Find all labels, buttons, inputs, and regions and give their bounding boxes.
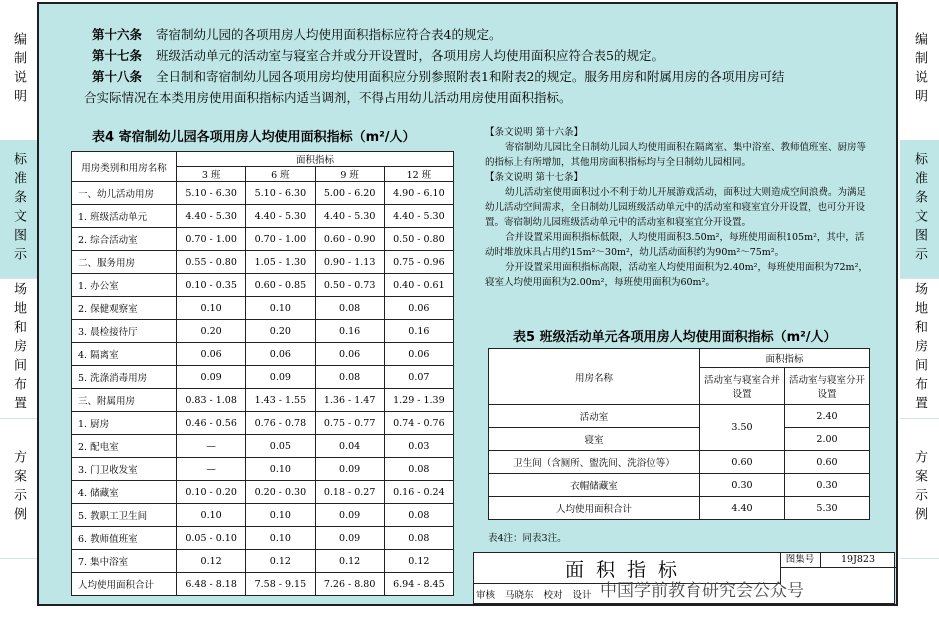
table-row: 三、附属用房 0.83 - 1.08 1.43 - 1.55 1.36 - 1.47 1.29 - 1.39 <box>72 389 454 412</box>
atlas-number: 19J823 <box>820 553 896 568</box>
table-row: 寝室 2.00 <box>489 428 870 451</box>
table-row: 3. 门卫收发室 — 0.10 0.09 0.08 <box>72 458 454 481</box>
table-row: 4. 隔离室 0.06 0.06 0.06 0.06 <box>72 343 454 366</box>
table-row: 2. 配电室 — 0.05 0.04 0.03 <box>72 435 454 458</box>
table-row: 1. 厨房 0.46 - 0.56 0.76 - 0.78 0.75 - 0.77 0.74 - 0.76 <box>72 412 454 435</box>
nav-tab-examples-right[interactable]: 方案示例 <box>900 418 939 559</box>
table-row: 衣帽储藏室 0.30 0.30 <box>489 474 870 497</box>
clause-block <box>84 24 882 108</box>
clause-17: 第十七条 班级活动单元的活动室与寝室合并或分开设置时，各项用房人均使用面积应符合表5的规定。 <box>92 48 664 63</box>
nav-tab-preparation-right[interactable]: 编制说明 <box>900 0 939 141</box>
watermark: 中国学前教育研究会公众号 <box>600 581 804 601</box>
table-row: 4. 储藏室 0.10 - 0.20 0.20 - 0.30 0.18 - 0.27 0.16 - 0.24 <box>72 481 454 504</box>
note17-text-c: 分开设置采用面积指标高限，活动室人均使用面积为2.40m²，每班使用面积为72m²，寝室人均使用面积为2.00m²，每班使用面积为60m²。 <box>485 262 868 288</box>
nav-tab-layout-right[interactable]: 场地和房间布置 <box>900 278 939 419</box>
table4-col: 3 班 <box>177 167 246 182</box>
table5-head-group: 面积指标 <box>700 349 870 368</box>
note17-text-a: 幼儿活动室使用面积过小不利于幼儿开展游戏活动，面积过大则造成空间浪费。为满足幼儿活动空间需求，全日制幼儿园班级活动单元中的活动室和寝室宜分开设置，也可分开设置。寄宿制幼儿园班级活动单元中的活动室和寝室宜分开设置。 <box>485 187 867 228</box>
signature-row: 审核 马晓东 校对 设计 <box>476 590 592 601</box>
table5 <box>488 348 870 520</box>
table-row: 一、幼儿活动用房 5.10 - 6.30 5.10 - 6.30 5.00 - 6.20 4.90 - 6.10 <box>72 182 454 205</box>
right-sidebar <box>900 0 939 628</box>
table-row: 二、服务用房 0.55 - 0.80 1.05 - 1.30 0.90 - 1.13 0.75 - 0.96 <box>72 251 454 274</box>
left-sidebar <box>0 0 37 628</box>
table-row: 3. 晨检接待厅 0.20 0.20 0.16 0.16 <box>72 320 454 343</box>
clause-notes <box>485 125 870 290</box>
note17-heading: 【条文说明 第十七条】 <box>485 172 584 183</box>
table4-title: 表4 寄宿制幼儿园各项用房人均使用面积指标（m²/人） <box>92 130 416 145</box>
table4 <box>71 151 454 596</box>
atlas-label: 图集号 <box>780 553 821 568</box>
table-row: 6. 教师值班室 0.05 - 0.10 0.10 0.09 0.08 <box>72 527 454 550</box>
clause-18-cont: 合实际情况在本类用房使用面积指标内适当调剂，不得占用幼儿活动用房使用面积指标。 <box>84 90 572 105</box>
sheet-title: 面积指标 <box>474 553 781 584</box>
table5-col2: 活动室与寝室分开设置 <box>785 368 870 405</box>
table5-title: 表5 班级活动单元各项用房人均使用面积指标（m²/人） <box>513 330 837 345</box>
nav-tab-standard-right[interactable]: 标准条文图示 <box>900 140 939 279</box>
table-row: 1. 班级活动单元 4.40 - 5.30 4.40 - 5.30 4.40 - 5.30 4.40 - 5.30 <box>72 205 454 228</box>
nav-tab-standard[interactable]: 标准条文图示 <box>0 140 37 279</box>
table-row: 2. 综合活动室 0.70 - 1.00 0.70 - 1.00 0.60 - 0.90 0.50 - 0.80 <box>72 228 454 251</box>
note16-text: 寄宿制幼儿园比全日制幼儿园人均使用面积在隔离室、集中浴室、教师值班室、厨房等的指标上有所增加，其他用房面积指标均与全日制幼儿园相同。 <box>485 142 867 168</box>
table-row: 5. 洗涤消毒用房 0.09 0.09 0.08 0.07 <box>72 366 454 389</box>
clause-16: 第十六条 寄宿制幼儿园的各项用房人均使用面积指标应符合表4的规定。 <box>92 27 502 42</box>
table4-col: 12 班 <box>384 167 453 182</box>
table4-head-group: 面积指标 <box>177 152 454 167</box>
table4-head-name: 用房类别和用房名称 <box>72 152 177 182</box>
table-row: 卫生间（含厕所、盥洗间、洗浴位等） 0.60 0.60 <box>489 451 870 474</box>
table-row: 7. 集中浴室 0.12 0.12 0.12 0.12 <box>72 550 454 573</box>
nav-tab-examples[interactable]: 方案示例 <box>0 418 37 559</box>
table-row: 人均使用面积合计 4.40 5.30 <box>489 497 870 520</box>
table5-note: 表4注：同表3注。 <box>488 533 567 544</box>
table5-col1: 活动室与寝室合并设置 <box>700 368 785 405</box>
table-row: 2. 保健观察室 0.10 0.10 0.08 0.06 <box>72 297 454 320</box>
clause-18: 第十八条 全日制和寄宿制幼儿园各项用房均使用面积应分别参照附表1和附表2的规定。服务用房和附属用房的各项用房可结 <box>92 69 785 84</box>
note16-heading: 【条文说明 第十六条】 <box>485 127 584 138</box>
nav-tab-preparation[interactable]: 编制说明 <box>0 0 37 141</box>
table-row: 人均使用面积合计 6.48 - 8.18 7.58 - 9.15 7.26 - 8.80 6.94 - 8.45 <box>72 573 454 596</box>
nav-tab-layout[interactable]: 场地和房间布置 <box>0 278 37 419</box>
note17-text-b: 合并设置采用面积指标低限，人均使用面积3.50m²，每班使用面积105m²，其中，活动时堆放床具占用约15m²～30m²，幼儿活动面积约为90m²～75m²。 <box>485 232 865 258</box>
table-row: 1. 办公室 0.10 - 0.35 0.60 - 0.85 0.50 - 0.73 0.40 - 0.61 <box>72 274 454 297</box>
table-row: 5. 教职工卫生间 0.10 0.10 0.09 0.08 <box>72 504 454 527</box>
table4-col: 6 班 <box>246 167 315 182</box>
table5-head-name: 用房名称 <box>489 349 700 405</box>
table4-col: 9 班 <box>315 167 384 182</box>
table-row: 活动室 3.50 2.40 <box>489 405 870 428</box>
